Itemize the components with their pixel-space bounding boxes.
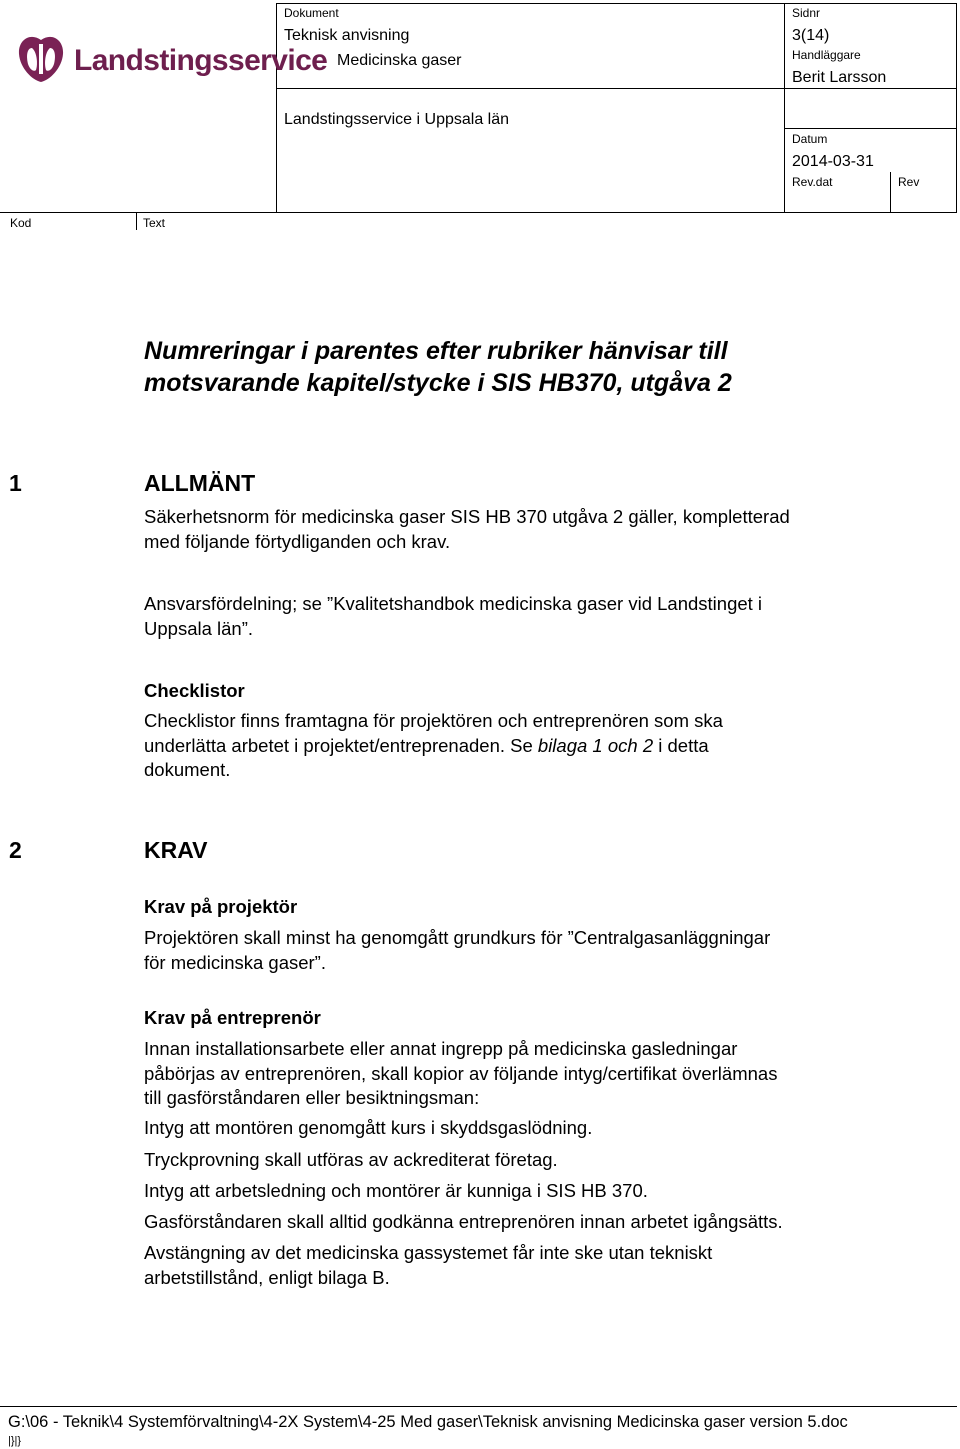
entreprenor-paragraph xyxy=(144,1037,944,1111)
section-2-number: 2 xyxy=(9,837,22,863)
checklist-heading: Checklistor xyxy=(144,680,245,701)
checklist-paragraph xyxy=(144,709,944,783)
footer-file-path: G:\06 - Teknik\4 Systemförvaltning\4-2X System\4-25 Med gaser\Teknisk anvisning Medicinska gaser version 5.doc xyxy=(8,1413,848,1431)
header-row-divider xyxy=(276,88,956,89)
text-line: Ansvarsfördelning; se ”Kvalitetshandbok medicinska gaser vid Landstinget i xyxy=(144,593,763,614)
revdat-label: Rev.dat xyxy=(792,175,833,189)
requirement-item: Intyg att arbetsledning och montörer är kunniga i SIS HB 370. xyxy=(144,1180,648,1201)
header-rev-divider xyxy=(890,172,891,212)
text-line: Avstängning av det medicinska gassystemet får inte ske utan tekniskt xyxy=(144,1242,713,1263)
logo xyxy=(16,34,328,86)
text-line: Innan installationsarbete eller annat ingrepp på medicinska gasledningar xyxy=(144,1038,738,1059)
requirement-item: Tryckprovning skall utföras av ackrediterat företag. xyxy=(144,1149,558,1170)
text-line: till gasförståndaren eller besiktningsman: xyxy=(144,1087,480,1108)
text-line: Uppsala län”. xyxy=(144,617,254,639)
sidnr-value: 3(14) xyxy=(792,27,830,44)
header-mid-divider xyxy=(784,3,785,212)
handlaggare-value: Berit Larsson xyxy=(792,69,887,86)
text-line: med följande förtydliganden och krav. xyxy=(144,530,451,552)
text-label: Text xyxy=(143,216,166,230)
header-top-border xyxy=(276,3,957,4)
sidnr-label: Sidnr xyxy=(792,6,821,20)
projektor-heading: Krav på projektör xyxy=(144,896,298,917)
intro-line-2: motsvarande kapitel/stycke i SIS HB370, utgåva 2 xyxy=(144,369,732,397)
text-line: dokument. xyxy=(144,759,231,780)
header-right-border xyxy=(956,3,957,212)
text-line: Säkerhetsnorm för medicinska gaser SIS HB 370 utgåva 2 gäller, kompletterad xyxy=(144,506,790,527)
kod-label: Kod xyxy=(10,216,32,230)
text-line: för medicinska gaser”. xyxy=(144,951,326,973)
intro-heading xyxy=(144,335,944,399)
projektor-paragraph xyxy=(144,926,944,975)
section-1-paragraph-1 xyxy=(144,505,944,554)
text-span: i detta xyxy=(653,734,709,756)
footer-suffix: |}|} xyxy=(8,1435,22,1447)
section-1-title: ALLMÄNT xyxy=(144,470,256,496)
intro-line-1: Numreringar i parentes efter rubriker hänvisar till xyxy=(144,337,728,365)
datum-value: 2014-03-31 xyxy=(792,153,874,170)
header-left-divider xyxy=(276,3,277,212)
handlaggare-label: Handläggare xyxy=(792,48,861,62)
text-line: Checklistor finns framtagna för projektören och entreprenören som ska xyxy=(144,710,723,731)
organisation: Landstingsservice i Uppsala län xyxy=(284,111,510,128)
text-line: Projektören skall minst ha genomgått grundkurs för ”Centralgasanläggningar xyxy=(144,927,771,948)
text-line xyxy=(144,734,944,759)
section-2-title: KRAV xyxy=(144,837,208,863)
bilaga-reference: bilaga 1 och 2 xyxy=(537,734,654,756)
kod-text-divider xyxy=(136,213,137,230)
landstingsservice-logo-icon xyxy=(16,34,66,84)
document-type: Teknisk anvisning xyxy=(284,27,410,44)
header-bottom-border xyxy=(0,212,957,213)
entreprenor-heading: Krav på entreprenör xyxy=(144,1007,321,1028)
requirement-item: Gasförståndaren skall alltid godkänna entreprenören innan arbetet igångsätts. xyxy=(144,1211,783,1232)
dokument-label: Dokument xyxy=(284,6,339,20)
section-1-paragraph-2 xyxy=(144,592,944,641)
requirement-item: Intyg att montören genomgått kurs i skyddsgaslödning. xyxy=(144,1117,593,1138)
text-line: påbörjas av entreprenören, skall kopior av följande intyg/certifikat överlämnas xyxy=(144,1062,778,1084)
text-line: arbetstillstånd, enligt bilaga B. xyxy=(144,1266,390,1288)
footer-rule xyxy=(0,1406,957,1407)
section-1-number: 1 xyxy=(9,470,22,496)
logo-text: Landstingsservice xyxy=(74,44,328,77)
header-date-divider xyxy=(784,128,956,129)
text-span: underlätta arbetet i projektet/entreprenaden. Se xyxy=(144,734,538,756)
avstangning-paragraph xyxy=(144,1241,944,1290)
datum-label: Datum xyxy=(792,132,828,146)
document-title: Medicinska gaser xyxy=(337,52,462,69)
rev-label: Rev xyxy=(898,175,920,189)
